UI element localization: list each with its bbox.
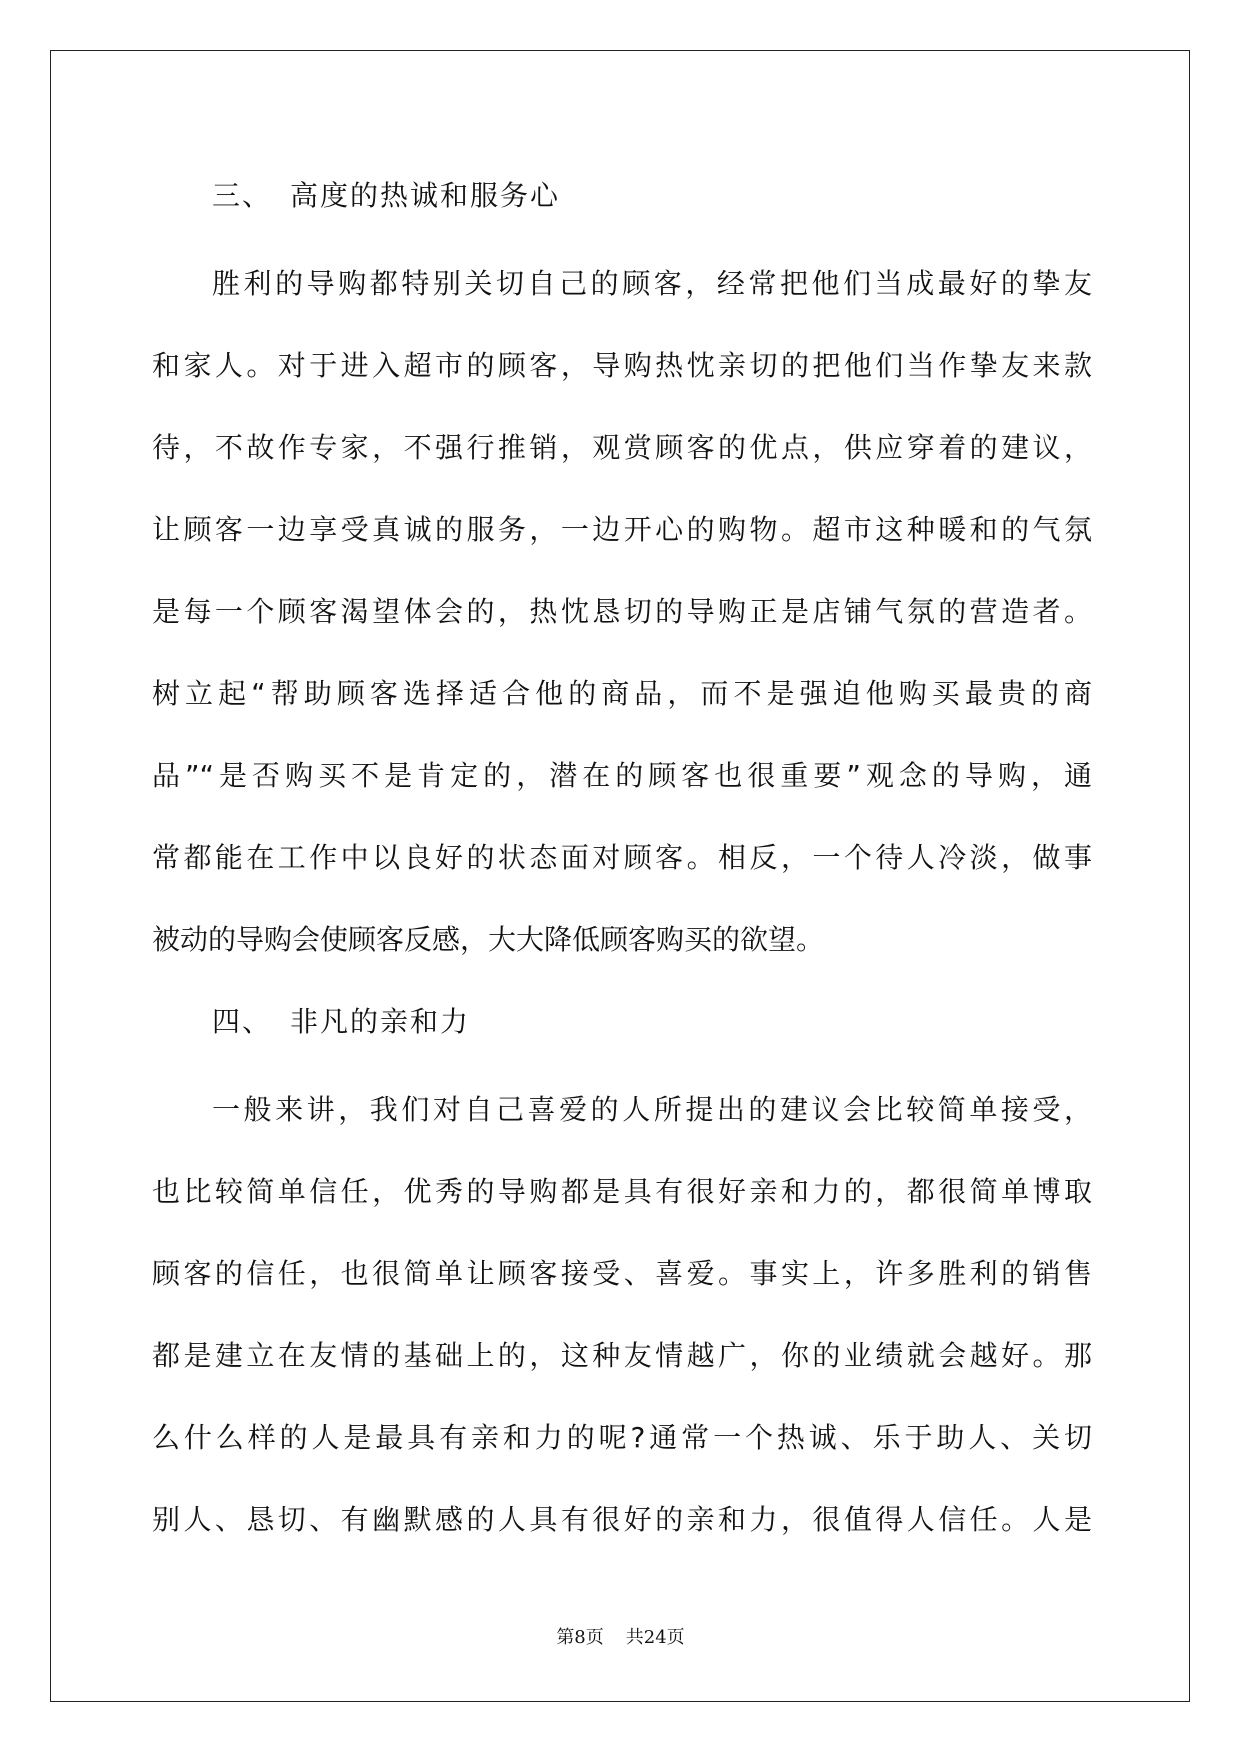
text-line: 待，不故作专家，不强行推销，观赏顾客的优点，供应穿着的建议， (152, 431, 1092, 464)
text-line: 树立起“帮助顾客选择适合他的商品，而不是强迫他购买最贵的商 (152, 677, 1092, 710)
text-line: 一般来讲，我们对自己喜爱的人所提出的建议会比较简单接受， (212, 1093, 1092, 1126)
section-heading (152, 987, 1092, 1057)
section-number: 四、 (212, 1005, 273, 1038)
spacer (152, 1057, 1092, 1069)
section-number: 三、 (212, 179, 273, 212)
section-title: 非凡的亲和力 (290, 1005, 471, 1038)
spacer (152, 231, 1092, 243)
section-heading (152, 161, 1092, 231)
page-footer (0, 1623, 1241, 1649)
text-line: 常都能在工作中以良好的状态面对顾客。相反，一个待人冷淡，做事 (152, 841, 1092, 874)
text-line: 都是建立在友情的基础上的，这种友情越广，你的业绩就会越好。那 (152, 1339, 1092, 1372)
text-line: 顾客的信任，也很简单让顾客接受、喜爱。事实上，许多胜利的销售 (152, 1257, 1092, 1290)
text-line: 被动的导购会使顾客反感，大大降低顾客购买的欲望。 (152, 923, 825, 956)
text-line: 是每一个顾客渴望体会的，热忱恳切的导购正是店铺气氛的营造者。 (152, 595, 1092, 628)
page-total: 共24页 (625, 1627, 685, 1648)
section-title: 高度的热诚和服务心 (290, 179, 561, 212)
text-line: 也比较简单信任，优秀的导购都是具有很好亲和力的，都很简单博取 (152, 1175, 1092, 1208)
text-line: 别人、恳切、有幽默感的人具有很好的亲和力，很值得人信任。人是 (152, 1503, 1092, 1536)
paragraph (152, 243, 1092, 981)
text-line: 胜利的导购都特别关切自己的顾客，经常把他们当成最好的挚友 (212, 267, 1092, 300)
text-line: 么什么样的人是最具有亲和力的呢?通常一个热诚、乐于助人、关切 (152, 1421, 1092, 1454)
page-number: 第8页 (556, 1627, 604, 1648)
text-line: 品”“是否购买不是肯定的，潜在的顾客也很重要”观念的导购，通 (152, 759, 1092, 792)
paragraph (152, 1069, 1092, 1561)
text-line: 让顾客一边享受真诚的服务，一边开心的购物。超市这种暖和的气氛 (152, 513, 1092, 546)
text-line: 和家人。对于进入超市的顾客，导购热忱亲切的把他们当作挚友来款 (152, 349, 1092, 382)
document-body (152, 161, 1092, 1561)
